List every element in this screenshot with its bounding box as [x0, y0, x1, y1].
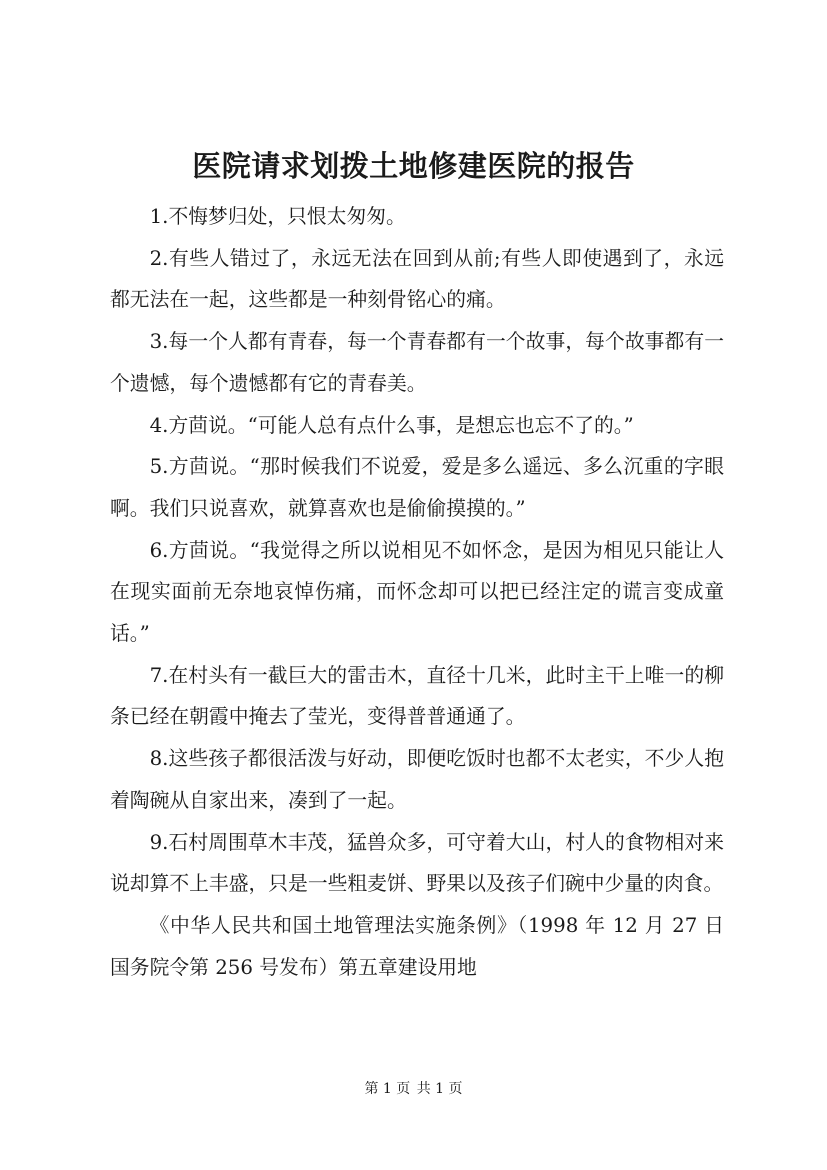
paragraph-2: 2.有些人错过了，永远无法在回到从前;有些人即使遇到了，永远都无法在一起，这些都是一种刻骨铭心的痛。	[110, 246, 724, 312]
paragraph-4: 4.方茴说。“可能人总有点什么事，是想忘也忘不了的。”	[149, 413, 634, 437]
page-footer	[0, 1079, 827, 1099]
page-number: 第 1 页	[364, 1081, 411, 1097]
document-title: 医院请求划拨土地修建医院的报告	[192, 149, 635, 183]
paragraph-9: 9.石村周围草木丰茂，猛兽众多，可守着大山，村人的食物相对来说却算不上丰盛，只是一些粗麦饼、野果以及孩子们碗中少量的肉食。	[110, 830, 724, 896]
paragraph-8: 8.这些孩子都很活泼与好动，即便吃饭时也都不太老实，不少人抱着陶碗从自家出来，凑到了一起。	[110, 747, 724, 812]
paragraph-3: 3.每一个人都有青春，每一个青春都有一个故事，每个故事都有一个遗憾，每个遗憾都有它的青春美。	[110, 330, 724, 395]
paragraph-5: 5.方茴说。“那时候我们不说爱，爱是多么遥远、多么沉重的字眼啊。我们只说喜欢，就算喜欢也是偷偷摸摸的。”	[110, 455, 724, 520]
paragraph-1: 1.不悔梦归处，只恨太匆匆。	[149, 205, 406, 228]
document-body	[110, 196, 724, 988]
page-total: 共 1 页	[416, 1081, 463, 1097]
paragraph-6: 6.方茴说。“我觉得之所以说相见不如怀念，是因为相见只能让人在现实面前无奈地哀悼伤痛，而怀念却可以把已经注定的谎言变成童话。”	[110, 538, 724, 646]
paragraph-regulation: 《中华人民共和国土地管理法实施条例》（1998 年 12 月 27 日国务院令第 256 号发布）第五章建设用地	[110, 913, 724, 979]
paragraph-7: 7.在村头有一截巨大的雷击木，直径十几米，此时主干上唯一的柳条已经在朝霞中掩去了莹光，变得普普通通了。	[110, 663, 724, 729]
